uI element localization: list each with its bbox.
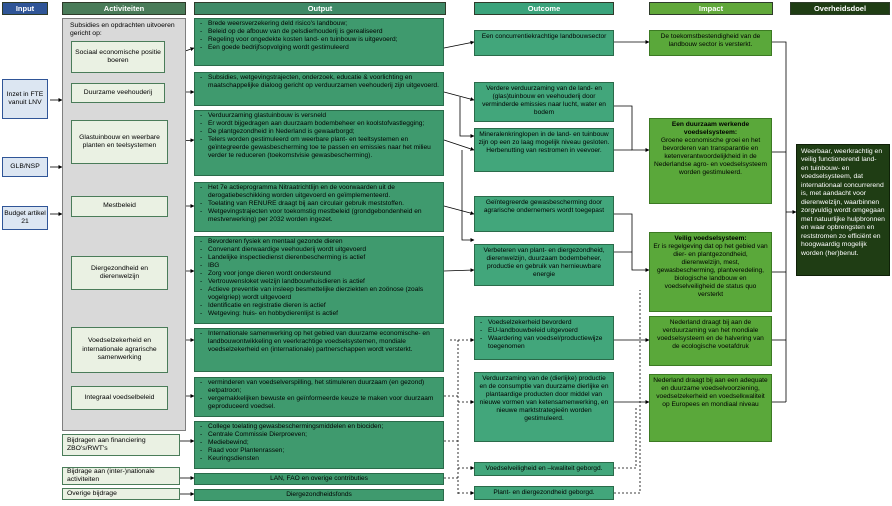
output-5-item: - Landelijke inspectiedienst dierenbescherming is actief (198, 254, 440, 262)
output-5-item: - Zorg voor jonge dieren wordt ondersteund (198, 270, 440, 278)
output-5-item: - Wetgeving: huis- en hobbydierenlijst is actief (198, 310, 440, 318)
output-9: LAN, FAO en overige contributies (194, 473, 444, 485)
output-7-item: - verminderen van voedselverspilling, het stimuleren duurzaam (en gezond) eetpatroon; (198, 379, 440, 395)
impact-food-supply: Nederland draagt bij aan een adequate en duurzame voedselvoorziening, voedselzekerheid en voedselkwaliteit op Europees en mondiaal niveau (649, 374, 772, 442)
outcome-food-security-item: - Voedselzekerheid bevorderd (478, 319, 610, 327)
impact-future-proof: De toekomstbestendigheid van de landbouw sector is versterkt. (649, 30, 772, 56)
output-2 (194, 72, 444, 106)
impact-safe-title: Veilig voedselsysteem: (674, 235, 747, 242)
output-2-item: - Subsidies, wetgevingstrajecten, onderzoek, educatie & voorlichting en maatschappelijke dialoog gericht op verduurzamen veehouderij zijn uitgevoerd. (198, 74, 440, 90)
output-6-item: - Internationale samenwerking op het gebied van duurzame economische- en landbouwontwikkeling en veerkrachtige voedselsystemen, mondiale voedselzekerheid en (internationale) partnerschappen wordt versterkt. (198, 330, 440, 354)
activity-other: Overige bijdrage (62, 488, 180, 500)
outcome-health-secured: Plant- en diergezondheid geborgd. (474, 486, 614, 500)
outcome-food-safety: Voedselveiligheid en –kwaliteit geborgd. (474, 462, 614, 476)
output-7-item: - vergemakkelijken bewuste en geïnformeerde keuze te maken voor duurzaam geproduceerd voedsel. (198, 395, 440, 411)
outcome-food-security-item: - EU-landbouwbeleid uitgevoerd (478, 327, 610, 335)
output-8-item: - Centrale Commissie Dierproeven; (198, 431, 440, 439)
output-8-item: - Raad voor Plantenrassen; (198, 447, 440, 455)
output-5 (194, 236, 444, 324)
output-3-item: - De plantgezondheid in Nederland is gewaarborgd; (198, 128, 440, 136)
header-input: Input (2, 2, 48, 15)
output-5-item: - Vertrouwensloket welzijn landbouwhuisdieren is actief (198, 278, 440, 286)
outcome-crop-protection: Geïntegreerde gewasbescherming door agrarische ondernemers wordt toegepast (474, 196, 614, 232)
header-impact: Impact (649, 2, 773, 15)
output-5-item: - Bevorderen fysiek en mentaal gezonde dieren (198, 238, 440, 246)
output-5-item: - IBG (198, 262, 440, 270)
output-4-item: - Toelating van RENURE draagt bij aan circulair gebruik meststoffen. (198, 200, 440, 208)
output-3-item: - Verduurzaming glastuinbouw is versneld (198, 112, 440, 120)
impact-global-footprint: Nederland draagt bij aan de verduurzaming van het mondiale voedselsysteem en de halvering van de ecologische voetafdruk (649, 316, 772, 366)
input-glb-nsp: GLB/NSP (2, 157, 48, 177)
input-fte: Inzet in FTE vanuit LNV (2, 79, 48, 119)
outcome-mineral-cycles: Mineralenkringlopen in de land- en tuinbouw zijn op een zo laag mogelijk niveau gesloten. Herbenutting van restromen in veevoer. (474, 128, 614, 172)
outcome-sustainability: Verdere verduurzaming van de land- en (glas)tuinbouw en veehouderij door verminderde emissies naar lucht, water en bodem (474, 82, 614, 122)
output-1-item: - Regeling voor ongedekte kosten land- en tuinbouw is uitgevoerd; (198, 36, 440, 44)
output-3-item: - Telers worden gestimuleerd om weerbare plant- en teeltsystemen en geïntegreerde gewasbescherming toe te passen en emissies naar het milieu verder te reduceren (toekomstvisie gewasbescherming). (198, 136, 440, 160)
outcome-food-security-item: - Waardering van voedsel/productiewijze toegenomen (478, 335, 610, 351)
activity-greenhouse: Glastuinbouw en weerbare planten en teelsystemen (71, 120, 168, 164)
output-4-item: - Wetgevingstrajecten voor toekomstig mestbeleid (grondgebondenheid en mestverwerking) per 2032 worden ingezet. (198, 208, 440, 224)
activity-manure: Mestbeleid (71, 196, 168, 217)
outcome-food-security (474, 316, 614, 360)
input-budget: Budget artikel 21 (2, 206, 48, 230)
activity-food-security: Voedselzekerheid en internationale agrarische samenwerking (71, 327, 168, 373)
output-7 (194, 377, 444, 417)
activity-international: Bijdrage aan (inter-)nationale activiteiten (62, 467, 180, 485)
activities-intro: Subsidies en opdrachten uitvoeren gericht op: (70, 22, 175, 38)
output-1-item: - Een goede bedrijfsopvolging wordt gestimuleerd (198, 44, 440, 52)
header-output: Output (194, 2, 446, 15)
outcome-competitive: Een concurrentiekrachtige landbouwsector (474, 30, 614, 56)
output-1-item: - Brede weersverzekering deld risico's landbouw; (198, 20, 440, 28)
activity-food-policy: Integraal voedselbeleid (71, 386, 168, 410)
impact-sustainable-title: Een duurzaam werkende voedselsysteem: (671, 121, 750, 137)
activity-social-economic: Sociaal economische positie boeren (71, 41, 165, 73)
output-1 (194, 18, 444, 66)
activity-zbo-funding: Bijdragen aan financiering ZBO's/RWT's (62, 434, 180, 456)
output-6 (194, 328, 444, 372)
output-5-item: - Identificatie en registratie dieren is actief (198, 302, 440, 310)
output-1-item: - Beleid op de afbouw van de pelsdierhouderij is gerealiseerd (198, 28, 440, 36)
output-8-item: - College toelating gewasbeschermingsmiddelen en biociden; (198, 423, 440, 431)
impact-sustainable-system (649, 118, 772, 204)
output-8-item: - Mediebewind; (198, 439, 440, 447)
impact-safe-body: Er is regelgeving dat op het gebied van dier- en plantgezondheid, dierenwelzijn, mest, gewasbescherming, plantveredeling, biologische landbouw en voedselveiligheid de status quo versterkt (653, 243, 768, 299)
output-8-item: - Keuringsdiensten (198, 455, 440, 463)
output-3 (194, 110, 444, 176)
output-5-item: - Convenant dierwaardige veehouderij wordt uitgevoerd (198, 246, 440, 254)
output-4 (194, 182, 444, 232)
output-8 (194, 421, 444, 469)
header-outcome: Outcome (474, 2, 614, 15)
outcome-plant-animal-health: Verbeteren van plant- en diergezondheid, dierenwelzijn, duurzaam bodembeheer, productie en gebruik van hernieuwbare energie (474, 244, 614, 286)
output-3-item: - Er wordt bijgedragen aan duurzaam bodembeheer en koolstofvastlegging; (198, 120, 440, 128)
impact-sustainable-body: Groene economische groei en het bevorderen van transparantie en ketenverantwoordelijkheid in de Nederlandse agro- en voedselsysteem worden gestimuleerd. (654, 137, 767, 177)
outcome-chain-cooperation: Verduurzaming van de (dierlijke) productie en de consumptie van duurzame dierlijke en plantaardige producten door middel van nieuwe vormen van ketensamenwerking, en nieuwe marktstrategieën worden gestimuleerd. (474, 372, 614, 442)
output-4-item: - Het 7e actieprogramma Nitraatrichtlijn en de voorwaarden uit de derogatiebeschikking worden uitgevoerd en geïmplementeerd. (198, 184, 440, 200)
output-5-item: - Actieve preventie van insleep besmettelijke dierziekten en zoönose (zoals vogelgriep) wordt uitgevoerd (198, 286, 440, 302)
impact-safe-system (649, 232, 772, 312)
activity-livestock: Duurzame veehouderij (71, 83, 165, 103)
government-goal: Weerbaar, weerkrachtig en veilig functionerend land- en tuinbouw- en voedselsysteem, dat internationaal concurrerend is, met aandacht voor dierenwelzijn, waarbinnen zorgvuldig wordt omgegaan met natuurlijke hulpbronnen en waar opbrengsten en reststromen zo efficiënt en hoogwaardig mogelijk worden (her)benut. (796, 144, 890, 276)
header-activities: Activiteiten (62, 2, 186, 15)
output-10: Diergezondheidsfonds (194, 489, 444, 501)
activity-animal-health: Diergezondheid en dierenwelzijn (71, 256, 168, 290)
header-goal: Overheidsdoel (790, 2, 890, 15)
